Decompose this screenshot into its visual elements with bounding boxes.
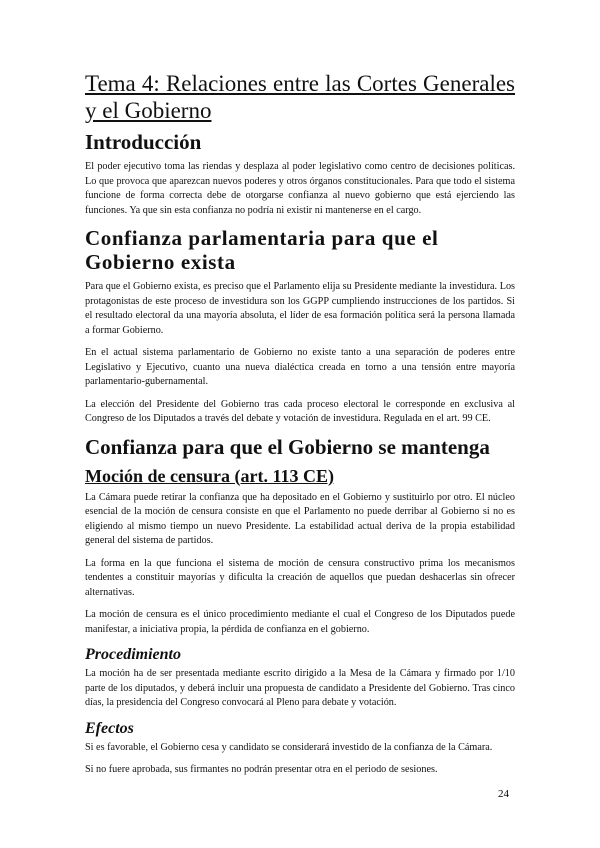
subheading-efectos: Efectos	[85, 719, 134, 737]
paragraph: En el actual sistema parlamentario de Gobierno no existe tanto a una separación de poderes entre Legislativo y Ejecutivo, cuanto una nueva dialéctica creada en torno a una tensión entre mayoría parlamentario-gubernamental.	[85, 347, 515, 387]
paragraph: Para que el Gobierno exista, es preciso que el Parlamento elija su Presidente mediante la investidura. Los protagonistas de este proceso de investidura son los GGPP cumpliendo instrucciones de los partidos. Si el resultado electoral da una mayoría absoluta, el líder de esa formación política será la persona llamada a formar Gobierno.	[85, 281, 515, 336]
paragraph: La forma en la que funciona el sistema de moción de censura constructivo prima los mecanismos tendentes a constituir mayorías y dificulta la creación de aquellos que puedan deshacerlas sin ofrecer alternativas.	[85, 557, 515, 598]
paragraph: El poder ejecutivo toma las riendas y desplaza al poder legislativo como centro de decisiones políticas. Lo que provoca que aparezcan nuevos poderes y otros órganos constitucionales. Para que todo el sistema funcione de forma correcta debe de otorgarse confianza al nuevo gobierno que está ejerciendo las funciones. Ya que sin esta confianza no podría ni existir ni mantenerse en el cargo.	[85, 161, 515, 216]
page-number: 24	[498, 788, 509, 800]
paragraph: La elección del Presidente del Gobierno tras cada proceso electoral le corresponde en exclusiva al Congreso de los Diputados a través del debate y votación de investidura. Regulada en el art. 99 CE.	[85, 398, 515, 424]
document-page	[85, 70, 515, 786]
section-heading-confianza-existir: Confianza parlamentaria para que el Gobierno exista	[85, 226, 439, 274]
paragraph: Si es favorable, el Gobierno cesa y candidato se considerará investido de la confianza de la Cámara.	[85, 741, 493, 753]
paragraph: La Cámara puede retirar la confianza que ha depositado en el Gobierno y sustituirlo por otro. El núcleo esencial de la moción de censura consiste en que el Parlamento no puede derribar al Gobierno si no es eligiendo al mismo tiempo un nuevo Presidente. La estabilidad actual deriva de la propia estabilidad general del sistema de partidos.	[85, 491, 515, 546]
paragraph: La moción de censura es el único procedimiento mediante el cual el Congreso de los Diputados puede manifestar, a iniciativa propia, la pérdida de confianza en el gobierno.	[85, 609, 515, 635]
page-title: Tema 4: Relaciones entre las Cortes Generales y el Gobierno	[85, 71, 515, 123]
subheading-procedimiento: Procedimiento	[85, 646, 181, 663]
section-heading-confianza-mantener: Confianza para que el Gobierno se mantenga	[85, 434, 490, 459]
paragraph: Si no fuere aprobada, sus firmantes no podrán presentar otra en el periodo de sesiones.	[85, 764, 438, 775]
subsection-heading-mocion-censura: Moción de censura (art. 113 CE)	[85, 465, 334, 486]
section-heading-introduccion: Introducción	[85, 130, 202, 154]
paragraph: La moción ha de ser presentada mediante escrito dirigido a la Mesa de la Cámara y firmado por 1/10 parte de los diputados, y deberá incluir una propuesta de candidato a Presidente del Gobierno. Tras cinco días, la presidencia del Congreso convocará al Pleno para debate y votación.	[85, 668, 515, 708]
